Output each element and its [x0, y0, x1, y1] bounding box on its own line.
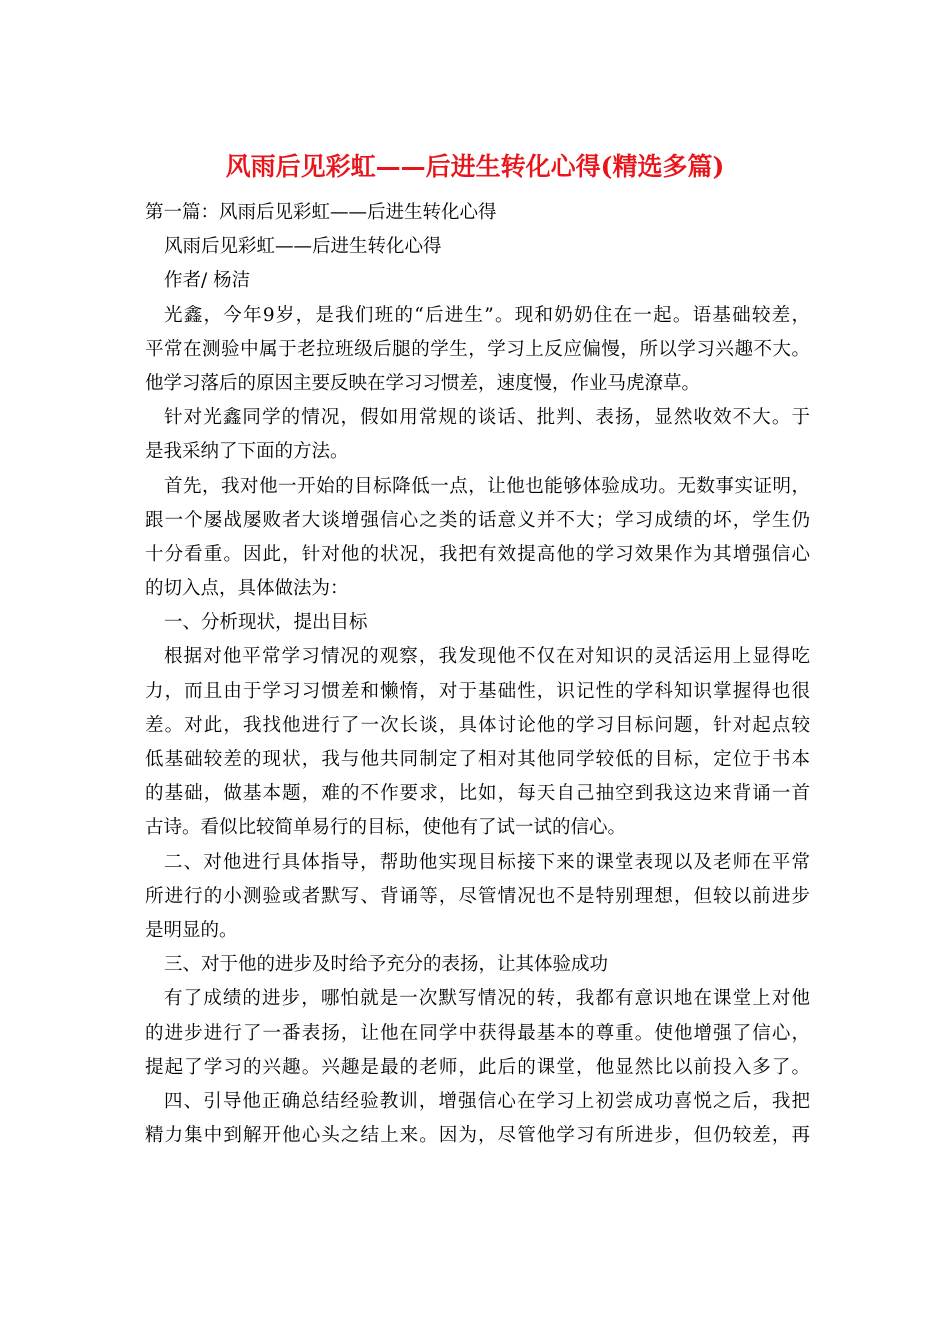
text-line: 四、引导他正确总结经验教训，增强信心在学习上初尝成功喜悦之后，我把: [164, 1090, 810, 1112]
document-body: [145, 196, 810, 1153]
text-line: 一、分析现状，提出目标: [164, 612, 368, 634]
text-line: 三、对于他的进步及时给予充分的表扬，让其体验成功: [164, 954, 609, 976]
text-line: 第一篇：风雨后见彩虹——后进生转化心得: [145, 202, 497, 223]
text-line: 差。对此，我找他进行了一次长谈，具体讨论他的学习目标问题，针对起点较: [145, 714, 810, 736]
text-line: 是我采纳了下面的方法。: [145, 441, 349, 463]
text-line: 首先，我对他一开始的目标降低一点，让他也能够体验成功。无数事实证明，: [164, 475, 810, 497]
text-line: 古诗。看似比较简单易行的目标，使他有了试一试的信心。: [145, 817, 627, 839]
text-line: 风雨后见彩虹——后进生转化心得: [164, 236, 442, 258]
text-line: 的切入点，具体做法为：: [145, 578, 349, 600]
text-line: 跟一个屡战屡败者大谈增强信心之类的话意义并不大；学习成绩的坏，学生仍: [145, 509, 810, 531]
text-line: 的进步进行了一番表扬，让他在同学中获得最基本的尊重。使他增强了信心，: [145, 1022, 810, 1044]
text-line: 他学习落后的原因主要反映在学习习惯差，速度慢，作业马虎潦草。: [145, 372, 701, 394]
text-line: 的基础，做基本题，难的不作要求，比如，每天自己抽空到我这边来背诵一首: [145, 783, 810, 805]
text-line: 根据对他平常学习情况的观察，我发现他不仅在对知识的灵活运用上显得吃: [164, 646, 810, 668]
text-line: 提起了学习的兴趣。兴趣是最的老师，此后的课堂，他显然比以前投入多了。: [145, 1056, 810, 1078]
text-line: 针对光鑫同学的情况，假如用常规的谈话、批判、表扬，显然收效不大。于: [164, 407, 810, 429]
text-line: 十分看重。因此，针对他的状况，我把有效提高他的学习效果作为其增强信心: [145, 543, 810, 565]
document-title: 风雨后见彩虹——后进生转化心得(精选多篇): [225, 152, 725, 181]
text-line: 力，而且由于学习习惯差和懒惰，对于基础性，识记性的学科知识掌握得也很: [145, 680, 810, 702]
text-line: 光鑫，今年9岁，是我们班的“后进生”。现和奶奶住在一起。语基础较差，: [164, 304, 810, 326]
text-line: 是明显的。: [145, 919, 238, 941]
text-line: 有了成绩的进步，哪怕就是一次默写情况的转，我都有意识地在课堂上对他: [164, 988, 810, 1010]
text-line: 平常在测验中属于老拉班级后腿的学生，学习上反应偏慢，所以学习兴趣不大。: [145, 338, 810, 360]
text-line: 所进行的小测验或者默写、背诵等，尽管情况也不是特别理想，但较以前进步: [145, 885, 810, 907]
text-line: 二、对他进行具体指导，帮助他实现目标接下来的课堂表现以及老师在平常: [164, 851, 810, 873]
text-line: 低基础较差的现状，我与他共同制定了相对其他同学较低的目标，定位于书本: [145, 749, 810, 770]
text-line: 作者/ 杨洁: [164, 270, 251, 292]
text-line: 精力集中到解开他心头之结上来。因为，尽管他学习有所进步，但仍较差，再: [145, 1125, 810, 1147]
